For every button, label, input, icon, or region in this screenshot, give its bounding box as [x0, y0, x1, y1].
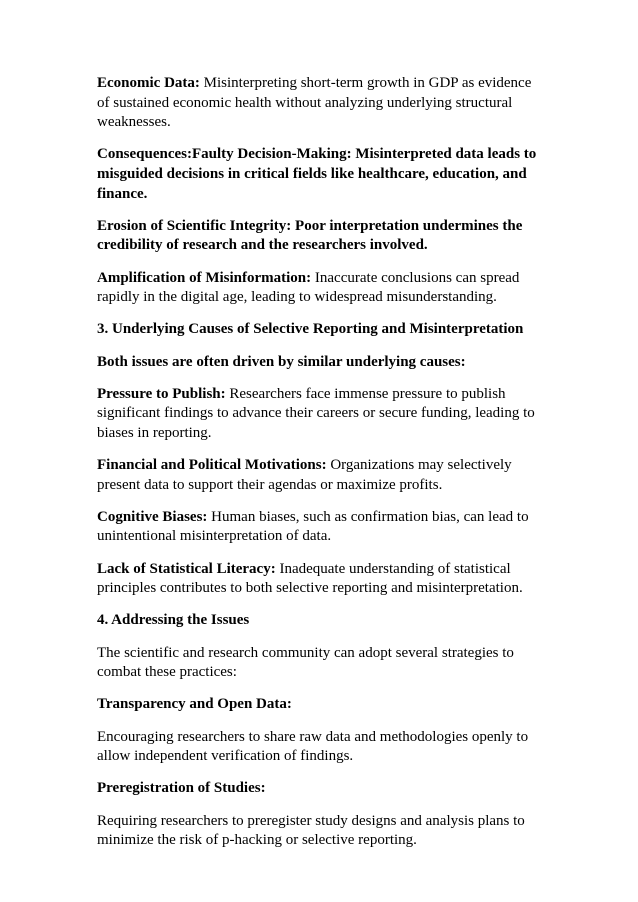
paragraph-financial-political: [97, 456, 547, 495]
paragraph-strategies-intro: [97, 644, 547, 683]
paragraph-text: Human biases, such as confirmation bias, can lead to unintentional misinterpretation of data.: [97, 508, 529, 545]
paragraph-label: Amplification of Misinformation:: [97, 269, 312, 286]
paragraph-cognitive-biases: [97, 508, 547, 547]
paragraph-economic-data: [97, 74, 547, 133]
paragraph-label: Economic Data:: [97, 75, 200, 91]
paragraph-consequences: [97, 145, 547, 204]
heading-text: Transparency and Open Data:: [97, 696, 292, 713]
paragraph-text: Both issues are often driven by similar underlying causes:: [97, 353, 466, 370]
paragraph-text: Misinterpreting short-term growth in GDP as evidence of sustained economic health without analyzing underlying structural weaknesses.: [97, 75, 532, 131]
paragraph-text: Inaccurate conclusions can spread rapidly in the digital age, leading to widespread misunderstanding.: [97, 269, 520, 306]
document-page: [97, 74, 547, 863]
paragraph-text: Inadequate understanding of statistical principles contributes to both selective reporting and misinterpretation.: [97, 560, 523, 597]
paragraph-text: The scientific and research community can adopt several strategies to combat these practices:: [97, 644, 514, 681]
paragraph-preregistration: [97, 812, 547, 851]
paragraph-label: Pressure to Publish:: [97, 385, 226, 402]
paragraph-label: Cognitive Biases:: [97, 508, 208, 525]
paragraph-text: Erosion of Scientific Integrity: Poor interpretation undermines the credibility of research and the researchers involved.: [97, 217, 523, 254]
paragraph-erosion-integrity: [97, 217, 547, 256]
paragraph-label: Financial and Political Motivations:: [97, 457, 327, 474]
subheading-transparency: [97, 695, 547, 715]
paragraph-text: Organizations may selectively present data to support their agendas or maximize profits.: [97, 457, 512, 493]
heading-text: 4. Addressing the Issues: [97, 612, 250, 629]
paragraph-intro-causes: [97, 353, 547, 373]
paragraph-transparency: [97, 728, 547, 767]
paragraph-label: Lack of Statistical Literacy:: [97, 560, 276, 577]
paragraph-text: Researchers face immense pressure to publish significant findings to advance their careers or secure funding, leading to biases in reporting.: [97, 385, 535, 441]
paragraph-text: Consequences:Faulty Decision-Making: Misinterpreted data leads to misguided decisions in critical fields like healthcare, education, and finance.: [97, 146, 537, 202]
section-heading-underlying-causes: [97, 320, 547, 340]
paragraph-text: Requiring researchers to preregister study designs and analysis plans to minimize the risk of p-hacking or selective reporting.: [97, 812, 525, 849]
heading-text: 3. Underlying Causes of Selective Reporting and Misinterpretation: [97, 321, 524, 338]
paragraph-amplification: [97, 269, 547, 308]
paragraph-pressure-publish: [97, 385, 547, 444]
subheading-preregistration: [97, 779, 547, 799]
section-heading-addressing-issues: [97, 611, 547, 631]
paragraph-statistical-literacy: [97, 560, 547, 599]
paragraph-text: Encouraging researchers to share raw data and methodologies openly to allow independent verification of findings.: [97, 728, 529, 765]
heading-text: Preregistration of Studies:: [97, 780, 266, 797]
